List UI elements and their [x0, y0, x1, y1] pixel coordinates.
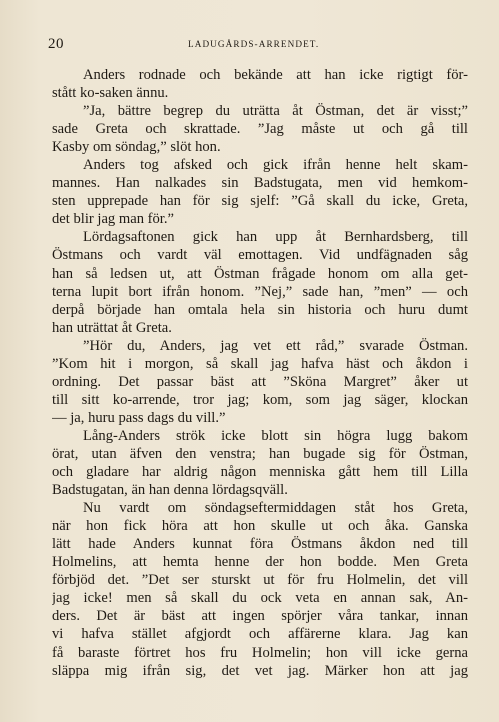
page-header	[48, 36, 468, 52]
text-line: få baraste förtret hos fru Holmelin; hon vill icke gerna	[52, 644, 468, 661]
text-line: Lång-Anders strök icke blott sin högra lugg bakom	[83, 427, 468, 444]
text-line: ordning. Det passar bäst att ”Sköna Margret” åker ut	[52, 373, 468, 390]
text-line: han uträttat åt Greta.	[52, 319, 172, 336]
text-line: det blir jag man för.”	[52, 211, 174, 228]
text-line: Östmans och vardt väl emottagen. Vid undfägnaden såg	[52, 247, 468, 264]
text-line: sade Greta och skrattade. ”Jag måste ut och gå till	[52, 121, 468, 138]
text-line: Lördagsaftonen gick han upp åt Bernhardsberg, till	[83, 229, 468, 246]
text-line: derpå började han omtala hela sin historia och huru dumt	[52, 301, 468, 318]
text-line: terna lupit bort ifrån honom. ”Nej,” sade han, ”men” — och	[52, 283, 468, 300]
text-line: Kasby om söndag,” slöt hon.	[52, 139, 221, 156]
text-line: stått ko-saken ännu.	[52, 85, 169, 102]
text-line: jag icke! men så skall du ock veta en annan sak, An-	[52, 590, 468, 607]
text-line: Anders tog afsked och gick ifrån henne helt skam-	[83, 157, 468, 174]
text-line: lätt hade Anders kunnat föra Östmans åkdon ned till	[52, 536, 468, 553]
text-line: — ja, huru pass dags du vill.”	[52, 409, 226, 426]
text-line: mannes. Han nalkades sin Badstugata, men vid hemkom-	[52, 175, 468, 192]
text-line: Holmelins, att hemta henne der hon bodde. Men Greta	[52, 554, 468, 571]
text-line: sten upprepade han för sig sjelf: ”Gå skall du icke, Greta,	[52, 193, 468, 210]
text-line: och gladare har aldrig någon menniska gått hem till Lilla	[52, 464, 468, 481]
text-line: släppa mig ifrån sig, det vet jag. Märker hon att jag	[52, 662, 468, 679]
text-line: ”Hör du, Anders, jag vet ett råd,” svarade Östman.	[83, 337, 468, 354]
text-line: Badstugatan, än han denna lördagsqväll.	[52, 482, 288, 499]
page-number: 20	[48, 36, 64, 52]
text-line: till sitt ko-arrende, tror jag; kom, som jag säger, klockan	[52, 391, 468, 408]
text-line: Nu vardt om söndagseftermiddagen ståt hos Greta,	[83, 500, 468, 517]
text-line: han så ledsen ut, att Östman frågade honom om alla get-	[52, 265, 468, 282]
text-line: vi hafva stället afgjordt och affärerne klara. Jag kan	[52, 626, 468, 643]
text-line: när hon fick höra att hon skulle ut och åka. Ganska	[52, 518, 468, 535]
text-line: örat, utan äfven den venstra; han bugade sig för Östman,	[52, 445, 468, 462]
text-line: Anders rodnade och bekände att han icke rigtigt för-	[83, 67, 468, 83]
body-text	[52, 66, 468, 680]
text-line: ”Kom hit i morgon, så skall jag hafva häst och åkdon i	[52, 355, 468, 372]
text-line: ”Ja, bättre begrep du uträtta åt Östman, det är visst;”	[83, 103, 468, 120]
text-line: ders. Det är bäst att ingen spörjer våra tankar, innan	[52, 608, 468, 625]
running-title: LADUGÅRDS-ARRENDET.	[188, 39, 320, 49]
text-line: förbjöd det. ”Det ser sturskt ut för fru Holmelin, det vill	[52, 572, 468, 589]
